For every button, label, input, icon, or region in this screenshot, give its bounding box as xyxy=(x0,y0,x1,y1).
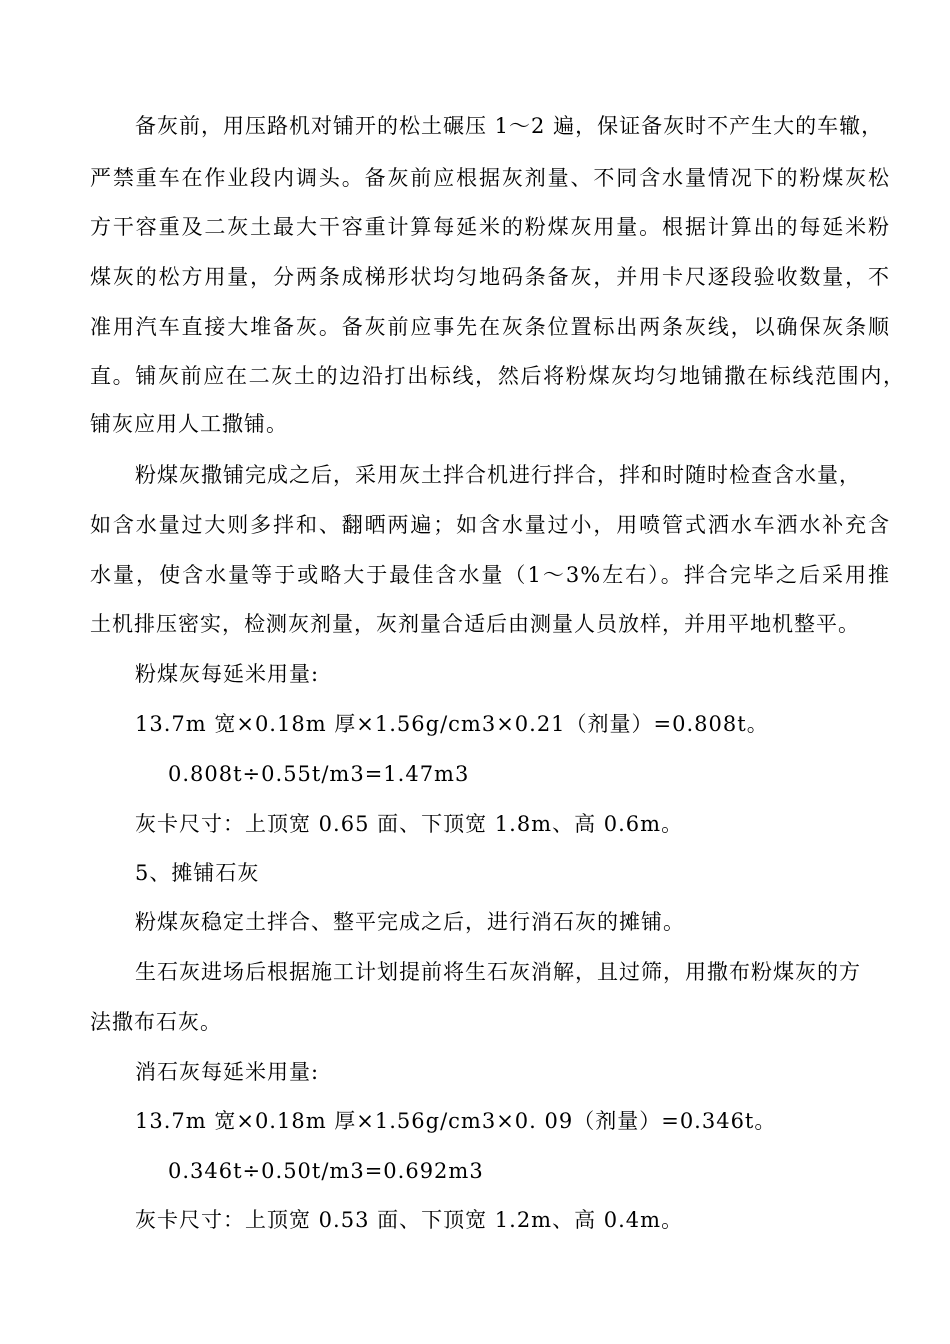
para2-line-2: 如含水量过大则多拌和、翻晒两遍；如含水量过小，用喷管式洒水车洒水补充含 xyxy=(90,513,890,537)
flyash-usage-label: 粉煤灰每延米用量: xyxy=(135,662,320,686)
para4-line-1: 生石灰进场后根据施工计划提前将生石灰消解，且过筛，用撒布粉煤灰的方 xyxy=(135,960,861,984)
para1-line-1: 备灰前，用压路机对铺开的松土碾压 1～2 遍，保证备灰时不产生大的车辙， xyxy=(135,114,884,138)
lime-usage-label: 消石灰每延米用量: xyxy=(135,1060,320,1084)
para4-line-2: 法撒布石灰。 xyxy=(90,1010,222,1034)
flyash-formula-1: 13.7m 宽×0.18m 厚×1.56g/cm3×0.21（剂量）=0.808t。 xyxy=(135,712,769,736)
section-heading: 5、摊铺石灰 xyxy=(135,861,260,885)
para2-line-3: 水量，使含水量等于或略大于最佳含水量（1～3%左右）。拌合完毕之后采用推 xyxy=(90,563,890,587)
para1-line-3: 方干容重及二灰土最大干容重计算每延米的粉煤灰用量。根据计算出的每延米粉 xyxy=(90,215,890,239)
para1-line-7: 铺灰应用人工撒铺。 xyxy=(90,412,288,436)
para1-line-4: 煤灰的松方用量，分两条成梯形状均匀地码条备灰，并用卡尺逐段验收数量，不 xyxy=(90,265,890,289)
lime-formula-2: 0.346t÷0.50t/m3=0.692m3 xyxy=(168,1159,484,1183)
flyash-formula-2: 0.808t÷0.55t/m3=1.47m3 xyxy=(168,762,470,786)
flyash-gauge-size: 灰卡尺寸：上顶宽 0.65 面、下顶宽 1.8m、高 0.6m。 xyxy=(135,812,684,836)
para2-line-4: 土机排压密实，检测灰剂量，灰剂量合适后由测量人员放样，并用平地机整平。 xyxy=(90,612,860,636)
lime-gauge-size: 灰卡尺寸：上顶宽 0.53 面、下顶宽 1.2m、高 0.4m。 xyxy=(135,1208,684,1232)
para1-line-2: 严禁重车在作业段内调头。备灰前应根据灰剂量、不同含水量情况下的粉煤灰松 xyxy=(90,166,890,190)
para1-line-5: 准用汽车直接大堆备灰。备灰前应事先在灰条位置标出两条灰线，以确保灰条顺 xyxy=(90,315,890,339)
para2-line-1: 粉煤灰撒铺完成之后，采用灰土拌合机进行拌合，拌和时随时检查含水量， xyxy=(135,463,861,487)
lime-formula-1: 13.7m 宽×0.18m 厚×1.56g/cm3×0. 09（剂量）=0.346t。 xyxy=(135,1109,777,1133)
para1-line-6: 直。铺灰前应在二灰土的边沿打出标线，然后将粉煤灰均匀地铺撒在标线范围内， xyxy=(90,364,905,388)
para3-line-1: 粉煤灰稳定土拌合、整平完成之后，进行消石灰的摊铺。 xyxy=(135,910,685,934)
